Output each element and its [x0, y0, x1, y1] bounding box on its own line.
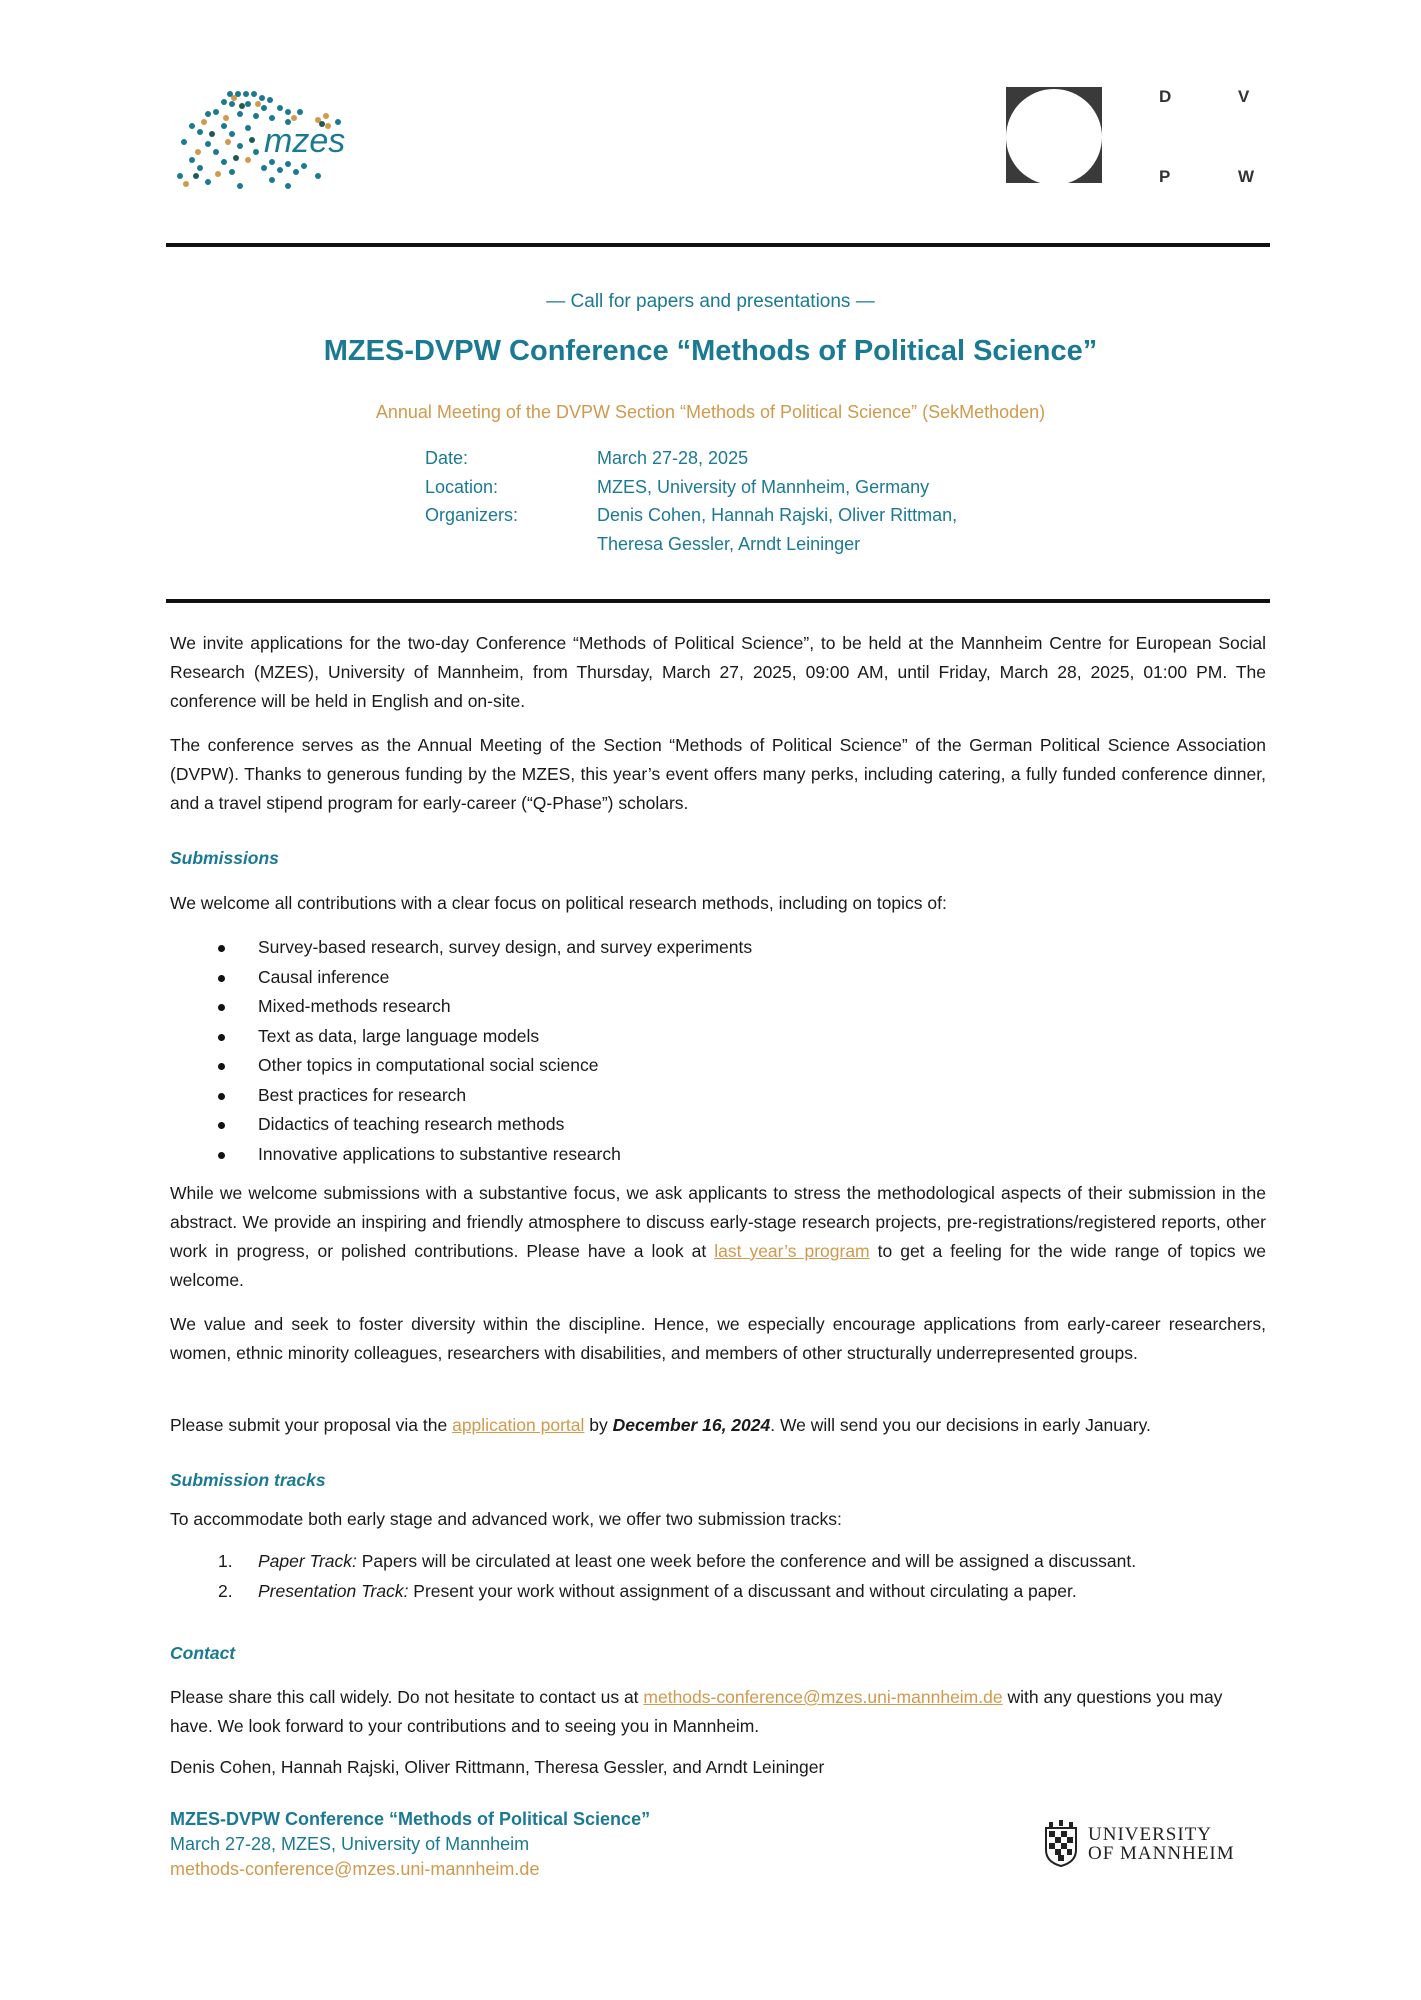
contact-paragraph	[170, 1683, 1266, 1741]
list-item	[170, 1577, 1136, 1607]
list-item: Didactics of teaching research methods	[170, 1110, 752, 1140]
meta-label: Organizers:	[425, 505, 519, 525]
mannheim-crest-icon	[1040, 1820, 1082, 1868]
text: While we welcome submissions with a substantive focus, we ask applicants to stress the methodological aspects of their submission in the abstract. We provide an inspiring and friendly atmosphere to discuss early-stage research projects, pre-registrations/registered reports, other work in progress, or polished contributions. Please have a look at	[170, 1183, 1266, 1261]
text: to get a feeling for the wide range of topics we welcome.	[170, 1241, 1266, 1290]
mzes-dots-icon	[168, 82, 348, 192]
intro-paragraph: We invite applications for the two-day Conference “Methods of Political Science”, to be held at the Mannheim Centre for European Social Research (MZES), University of Mannheim, from Thursday, March 27, 2025, 09:00 AM, until Friday, March 28, 2025, 01:00 PM. The conference will be held in English and on-site.	[170, 633, 1266, 711]
meta-value: Denis Cohen, Hannah Rajski, Oliver Rittman,	[597, 505, 958, 525]
subtitle: Annual Meeting of the DVPW Section “Methods of Political Science” (SekMethoden)	[375, 402, 1046, 422]
list-item: Mixed-methods research	[170, 992, 752, 1022]
track-name: Paper Track:	[258, 1551, 357, 1571]
university-name	[1088, 1825, 1235, 1863]
meta-row-date	[425, 444, 957, 473]
list-number: 1.	[218, 1551, 233, 1571]
track-description: Present your work without assignment of a discussant and without circulating a paper.	[408, 1580, 1077, 1601]
text: with any questions you may have. We look forward to your contributions and to seeing you in Mannheim.	[170, 1687, 1223, 1736]
meta-row-organizers	[425, 501, 957, 530]
submissions-intro: We welcome all contributions with a clear focus on political research methods, including on topics of:	[170, 893, 947, 913]
list-item: Text as data, large language models	[170, 1022, 752, 1052]
deadline-paragraph	[170, 1411, 1266, 1440]
list-item	[170, 1547, 1136, 1577]
contact-heading: Contact	[170, 1643, 236, 1663]
meta-label: Date:	[425, 448, 469, 468]
svg-text:mzes: mzes	[264, 122, 346, 160]
deadline-date: December 16, 2024	[612, 1415, 771, 1435]
university-line-1: UNIVERSITY	[1088, 1824, 1212, 1845]
page-title: MZES-DVPW Conference “Methods of Political Science”	[323, 335, 1098, 367]
list-item: Causal inference	[170, 963, 752, 993]
signature: Denis Cohen, Hannah Rajski, Oliver Rittmann, Theresa Gessler, and Arndt Leininger	[170, 1757, 825, 1777]
meta-table	[425, 444, 957, 558]
track-name: Presentation Track:	[258, 1580, 409, 1601]
mzes-logo	[168, 82, 348, 192]
dvpw-letter-w: W	[1238, 167, 1255, 186]
meta-row-organizers-cont	[425, 530, 957, 559]
meta-value: March 27-28, 2025	[597, 448, 749, 468]
contact-email-link[interactable]: methods-conference@mzes.uni-mannheim.de	[643, 1687, 1003, 1707]
dvpw-logo	[1006, 87, 1276, 186]
diversity-paragraph: We value and seek to foster diversity within the discipline. Hence, we especially encourage applications from early-career researchers, women, ethnic minority colleagues, researchers with disabilities, and members of other structurally underrepresented groups.	[170, 1314, 1266, 1363]
text: by	[584, 1415, 613, 1435]
list-number: 2.	[218, 1580, 233, 1601]
university-line-2: OF MANNHEIM	[1088, 1843, 1235, 1864]
middle-divider	[166, 599, 1270, 603]
last-years-program-link[interactable]: last year’s program	[714, 1241, 870, 1261]
list-item: Survey-based research, survey design, and survey experiments	[170, 933, 752, 963]
dvpw-letter-v: V	[1238, 87, 1250, 106]
top-divider	[166, 243, 1270, 247]
list-item: Best practices for research	[170, 1081, 752, 1111]
topics-list	[170, 933, 752, 1169]
footer-email: methods-conference@mzes.uni-mannheim.de	[170, 1859, 540, 1879]
tracks-list	[170, 1547, 1136, 1606]
call-label: — Call for papers and presentations —	[546, 291, 875, 312]
substantive-focus-paragraph	[170, 1179, 1266, 1295]
text: Please submit your proposal via the	[170, 1415, 453, 1435]
meta-value: MZES, University of Mannheim, Germany	[597, 476, 930, 497]
footer-title: MZES-DVPW Conference “Methods of Political Science”	[170, 1809, 651, 1829]
submission-tracks-heading: Submission tracks	[170, 1470, 326, 1490]
meta-label: Location:	[425, 476, 499, 497]
application-portal-link[interactable]: application portal	[452, 1415, 585, 1435]
meta-row-location	[425, 473, 957, 502]
list-item: Innovative applications to substantive research	[170, 1140, 752, 1170]
footer-info	[170, 1807, 650, 1882]
list-item: Other topics in computational social science	[170, 1051, 752, 1081]
submissions-heading: Submissions	[170, 848, 279, 868]
annual-meeting-paragraph: The conference serves as the Annual Meeting of the Section “Methods of Political Science” of the German Political Science Association (DVPW). Thanks to generous funding by the MZES, this year’s event offers many perks, including catering, a fully funded conference dinner, and a travel stipend program for early-career (“Q-Phase”) scholars.	[170, 735, 1266, 813]
track-description: Papers will be circulated at least one week before the conference and will be assigned a discussant.	[356, 1551, 1137, 1571]
dvpw-letter-p: P	[1159, 167, 1171, 186]
footer-date-location: March 27-28, MZES, University of Mannheim	[170, 1834, 530, 1854]
dvpw-square-circle-icon	[1006, 87, 1102, 183]
university-of-mannheim-logo	[1040, 1820, 1235, 1868]
tracks-intro: To accommodate both early stage and advanced work, we offer two submission tracks:	[170, 1509, 842, 1529]
meta-value: Theresa Gessler, Arndt Leininger	[597, 533, 861, 554]
text: Please share this call widely. Do not hesitate to contact us at	[170, 1687, 644, 1707]
dvpw-letter-d: D	[1159, 87, 1172, 106]
meta-label	[425, 530, 597, 559]
text: . We will send you our decisions in early January.	[770, 1415, 1151, 1435]
